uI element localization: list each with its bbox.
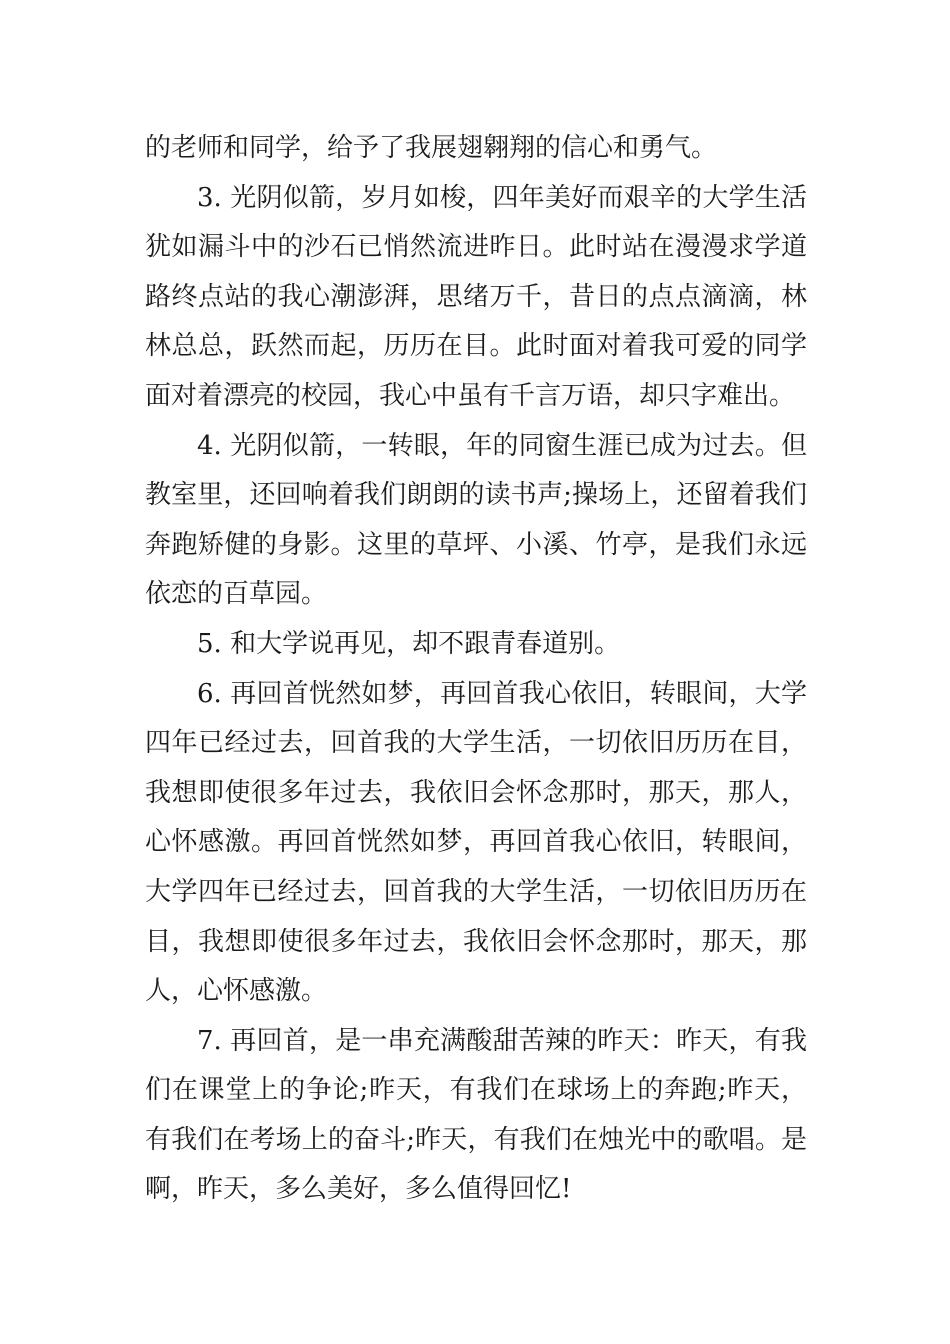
paragraph-item-5: 5. 和大学说再见，却不跟青春道别。 <box>197 628 621 659</box>
paragraph-item-7: 7. 再回首，是一串充满酸甜苦辣的昨天：昨天，有我们在课堂上的争论;昨天，有我们在球场上的奔跑;昨天，有我们在考场上的奋斗;昨天，有我们在烛光中的歌唱。是啊，昨天，多么美好，多么值得回忆! <box>145 1025 807 1205</box>
paragraph-item-6: 6. 再回首恍然如梦，再回首我心依旧，转眼间，大学四年已经过去，回首我的大学生活，一切依旧历历在目，我想即使很多年过去，我依旧会怀念那时，那天，那人，心怀感激。再回首恍然如梦，再回首我心依旧，转眼间，大学四年已经过去，回首我的大学生活，一切依旧历历在目，我想即使很多年过去，我依旧会怀念那时，那天，那人，心怀感激。 <box>145 678 807 1007</box>
paragraph-item-4: 4. 光阴似箭，一转眼，年的同窗生涯已成为过去。但教室里，还回响着我们朗朗的读书声;操场上，还留着我们奔跑矫健的身影。这里的草坪、小溪、竹亭，是我们永远依恋的百草园。 <box>145 430 807 610</box>
paragraph-item-3: 3. 光阴似箭，岁月如梭，四年美好而艰辛的大学生活犹如漏斗中的沙石已悄然流进昨日。此时站在漫漫求学道路终点站的我心潮澎湃，思绪万千，昔日的点点滴滴，林林总总，跃然而起，历历在目。此时面对着我可爱的同学面对着漂亮的校园，我心中虽有千言万语，却只字难出。 <box>145 182 807 411</box>
paragraph-continuation: 的老师和同学，给予了我展翅翱翔的信心和勇气。 <box>145 133 718 163</box>
document-body <box>145 124 807 1215</box>
